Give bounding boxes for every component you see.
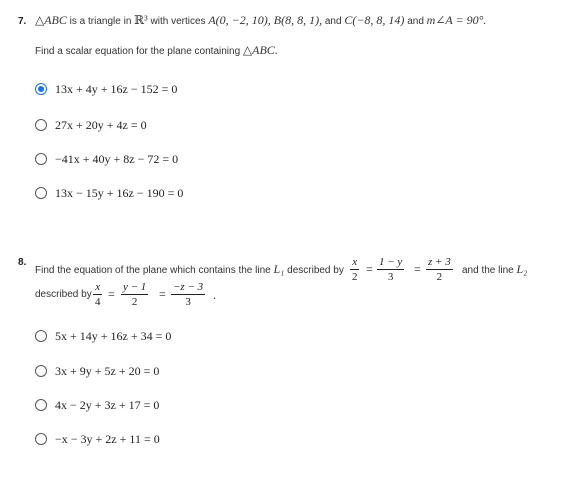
fraction-denominator: 2 [131,296,138,308]
answer-option[interactable] [35,184,183,202]
prompt-math: A(0, −2, 10), B(8, 8, 1), [208,13,323,27]
question-subprompt [35,43,278,58]
fraction [426,256,453,283]
answer-option[interactable] [35,116,147,134]
question-number: 8. [18,257,27,268]
option-label: 5x + 14y + 16z + 34 = 0 [55,328,172,343]
equals-sign: = [159,287,166,301]
fraction-numerator: 1 − y [379,256,403,268]
prompt-text: Find the equation of the plane which contains the line [35,265,274,276]
prompt-math: L₁ [273,262,285,276]
fraction [171,281,205,308]
fraction [377,256,404,283]
question-prompt [35,13,486,28]
answer-option[interactable] [35,150,178,168]
radio-button[interactable] [35,365,47,377]
radio-button[interactable] [35,330,47,342]
period: . [213,288,216,302]
prompt-text: Find a scalar equation for the plane containing [35,46,243,57]
equals-sign: = [108,287,115,301]
prompt-math: L₂ [516,262,528,276]
fraction-numerator: −z − 3 [173,281,204,293]
fraction-denominator: 3 [387,271,394,283]
option-label: 13x − 15y + 16z − 190 = 0 [55,185,184,200]
fraction-numerator: y − 1 [123,281,147,293]
equals-sign: = [414,262,421,276]
fraction [121,281,148,308]
question-prompt [462,262,527,277]
prompt-math: m∠A = 90°. [426,13,487,27]
option-label: −41x + 40y + 8z − 72 = 0 [55,151,179,166]
fraction-denominator: 2 [436,271,443,283]
prompt-text: with vertices [147,16,209,27]
prompt-math: △ABC [35,13,67,27]
answer-option[interactable] [35,396,159,414]
prompt-text: and the line [462,265,517,276]
option-label: 27x + 20y + 4z = 0 [55,117,147,132]
option-label: 13x + 4y + 16z − 152 = 0 [55,81,178,96]
equals-sign: = [366,262,373,276]
fraction-denominator: 3 [185,296,191,308]
answer-option[interactable] [35,362,159,380]
radio-button[interactable] [35,187,47,199]
fraction-numerator: x [95,281,101,293]
question-prompt [35,262,344,277]
prompt-math: C(−8, 8, 14) [344,13,405,27]
answer-option[interactable] [35,327,171,345]
fraction [93,281,103,308]
answer-option[interactable] [35,80,177,98]
question-number: 7. [18,16,27,27]
radio-button-selected[interactable] [35,83,47,95]
radio-button[interactable] [35,433,47,445]
answer-option[interactable] [35,430,160,448]
fraction-numerator: z + 3 [428,256,451,268]
option-label: 3x + 9y + 5z + 20 = 0 [55,363,160,378]
radio-button[interactable] [35,399,47,411]
fraction [350,256,360,283]
fraction-denominator: 4 [95,296,101,308]
prompt-math: △ABC. [242,43,278,57]
radio-button[interactable] [35,119,47,131]
radio-button[interactable] [35,153,47,165]
prompt-text: described by [284,265,344,276]
fraction-denominator: 2 [352,271,358,283]
option-label: 4x − 2y + 3z + 17 = 0 [55,397,160,412]
prompt-text: described by [35,289,92,300]
prompt-text: is a triangle in [66,16,135,27]
prompt-math: ℝ³ [134,13,148,27]
question-prompt [35,289,92,300]
prompt-text: and [322,16,345,27]
prompt-text: and [404,16,427,27]
fraction-numerator: x [352,256,358,268]
option-label: −x − 3y + 2z + 11 = 0 [55,431,160,446]
